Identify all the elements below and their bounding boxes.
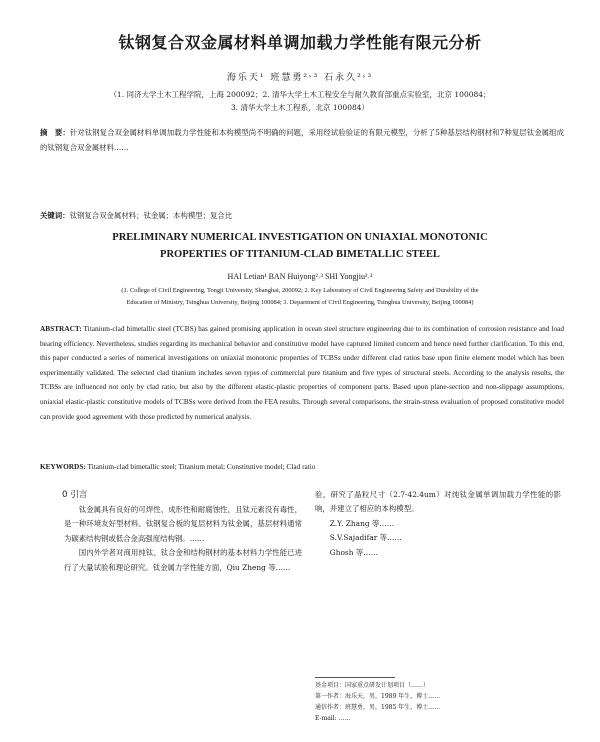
body-column-left [64, 503, 302, 575]
abstract-cn [40, 126, 564, 155]
footnote-block [315, 680, 561, 724]
body-paragraph: 验，研究了晶粒尺寸（2.7-42.4um）对纯钛金属单调加载力学性能的影响，并建立了相应的本构模型。 [315, 490, 561, 514]
abstract-cn-label: 摘 要： [40, 128, 70, 137]
abstract-en-text: Titanium-clad bimetallic steel (TCBS) has gained promising application in ocean steel structure engineering due to its combination of corrosion resistance and load bearing efficiency. Nevertheless, studies regarding its mechanical behavior and constitutive model have captured limited concern and hence need further clarification. To this end, this paper conducted a series of numerical investigations on uniaxial monotonic properties of TCBSs under different clad ratios base upon finite element model which has been experimentally validated. The selected clad titanium includes seven types of commercial pure titanium and five types of structural steels. According to the analysis results, the TCBSs are influenced not only by clad ratio, but also by the different elastic-plastic properties of component parts. Based upon plane-section and non-slippage assumptions, uniaxial elastic-plastic constitutive models of TCBSs were derived from the FEA results. Through several comparisons, the strain-stress evaluation of proposed constitutive model can provide good agreement with those predicted by numerical analysis. [40, 324, 564, 421]
affiliation-cn-line: 3. 清华大学土木工程系，北京 100084） [230, 103, 370, 112]
footnote-email: E-mail: …… [315, 715, 351, 722]
keywords-cn-text: 钛钢复合双金属材料；钛金属；本构模型；复合比 [69, 211, 233, 220]
body-paragraph: 国内外学者对商用纯钛、钛合金和结构钢材的基本材料力学性能已进行了大量试验和理论研究。钛金属力学性能方面，Qiu Zheng 等…… [64, 548, 302, 572]
abstract-en-label: ABSTRACT: [40, 324, 82, 333]
affiliation-en-line: (1. College of Civil Engineering, Tongji University, Shanghai, 200092; 2. Key Laboratory of Civil Engineering Safety and Durability of the [121, 287, 479, 294]
affiliation-en [70, 285, 530, 309]
footnote-fund: 基金项目：国家重点研发计划项目（……） [315, 682, 430, 689]
body-paragraph: S.V.Sajadifar 等…… [329, 533, 402, 543]
affiliation-en-line: Education of Ministry, Tsinghua University, Beijing 100084; 3. Department of Civil Engineering, Tsinghua University, Beijing 100084) [126, 299, 474, 306]
author-list-en: HAI Letian¹ BAN Huiyong²˒³ SHI Yongjiu²˒³ [227, 272, 373, 281]
body-column-right [315, 488, 561, 560]
footnote-corresponding-author: 通信作者：班慧勇，男，1985 年生，博士…… [315, 704, 441, 711]
keywords-en-text: Titanium-clad bimetallic steel; Titanium metal; Constitutive model; Clad ratio [87, 462, 316, 471]
footnote-divider [315, 677, 395, 678]
affiliation-cn-line: （1. 同济大学土木工程学院，上海 200092；2. 清华大学土木工程安全与耐久教育部重点实验室，北京 100084； [109, 90, 491, 99]
paper-title-cn: 钛钢复合双金属材料单调加载力学性能有限元分析 [118, 33, 482, 52]
author-list-cn: 海乐天¹ 班慧勇²˒³ 石永久²˒³ [226, 73, 374, 83]
affiliation-cn [60, 88, 540, 114]
keywords-cn-label: 关键词： [40, 211, 70, 220]
abstract-en [40, 322, 564, 424]
abstract-cn-text: 针对钛钢复合双金属材料单调加载力学性能和本构模型尚不明确的问题，采用经试验验证的有限元模型，分析了5种基层结构钢材和7种复层钛金属组成的钛钢复合双金属材料…… [40, 128, 564, 152]
body-paragraph: Ghosh 等…… [329, 547, 378, 557]
paper-title-en-line: PRELIMINARY NUMERICAL INVESTIGATION ON UNIAXIAL MONOTONIC [112, 232, 488, 243]
body-paragraph: Z.Y. Zhang 等…… [329, 518, 395, 528]
keywords-en [40, 462, 564, 471]
keywords-cn [40, 210, 564, 221]
body-paragraph: 钛金属具有良好的可焊性、成形性和耐腐蚀性，且钛元素没有毒性，是一种环境友好型材料。钛钢复合板的复层材料为钛金属，基层材料通常为碳素结构钢或低合金高强度结构钢。…… [64, 505, 302, 543]
paper-title-en [0, 229, 600, 263]
footnote-first-author: 第一作者：海乐天，男，1989 年生，博士…… [315, 693, 441, 700]
paper-title-en-line: PROPERTIES OF TITANIUM-CLAD BIMETALLIC STEEL [160, 249, 440, 260]
section-heading-introduction: 0 引言 [62, 490, 88, 500]
keywords-en-label: KEYWORDS: [40, 462, 86, 471]
